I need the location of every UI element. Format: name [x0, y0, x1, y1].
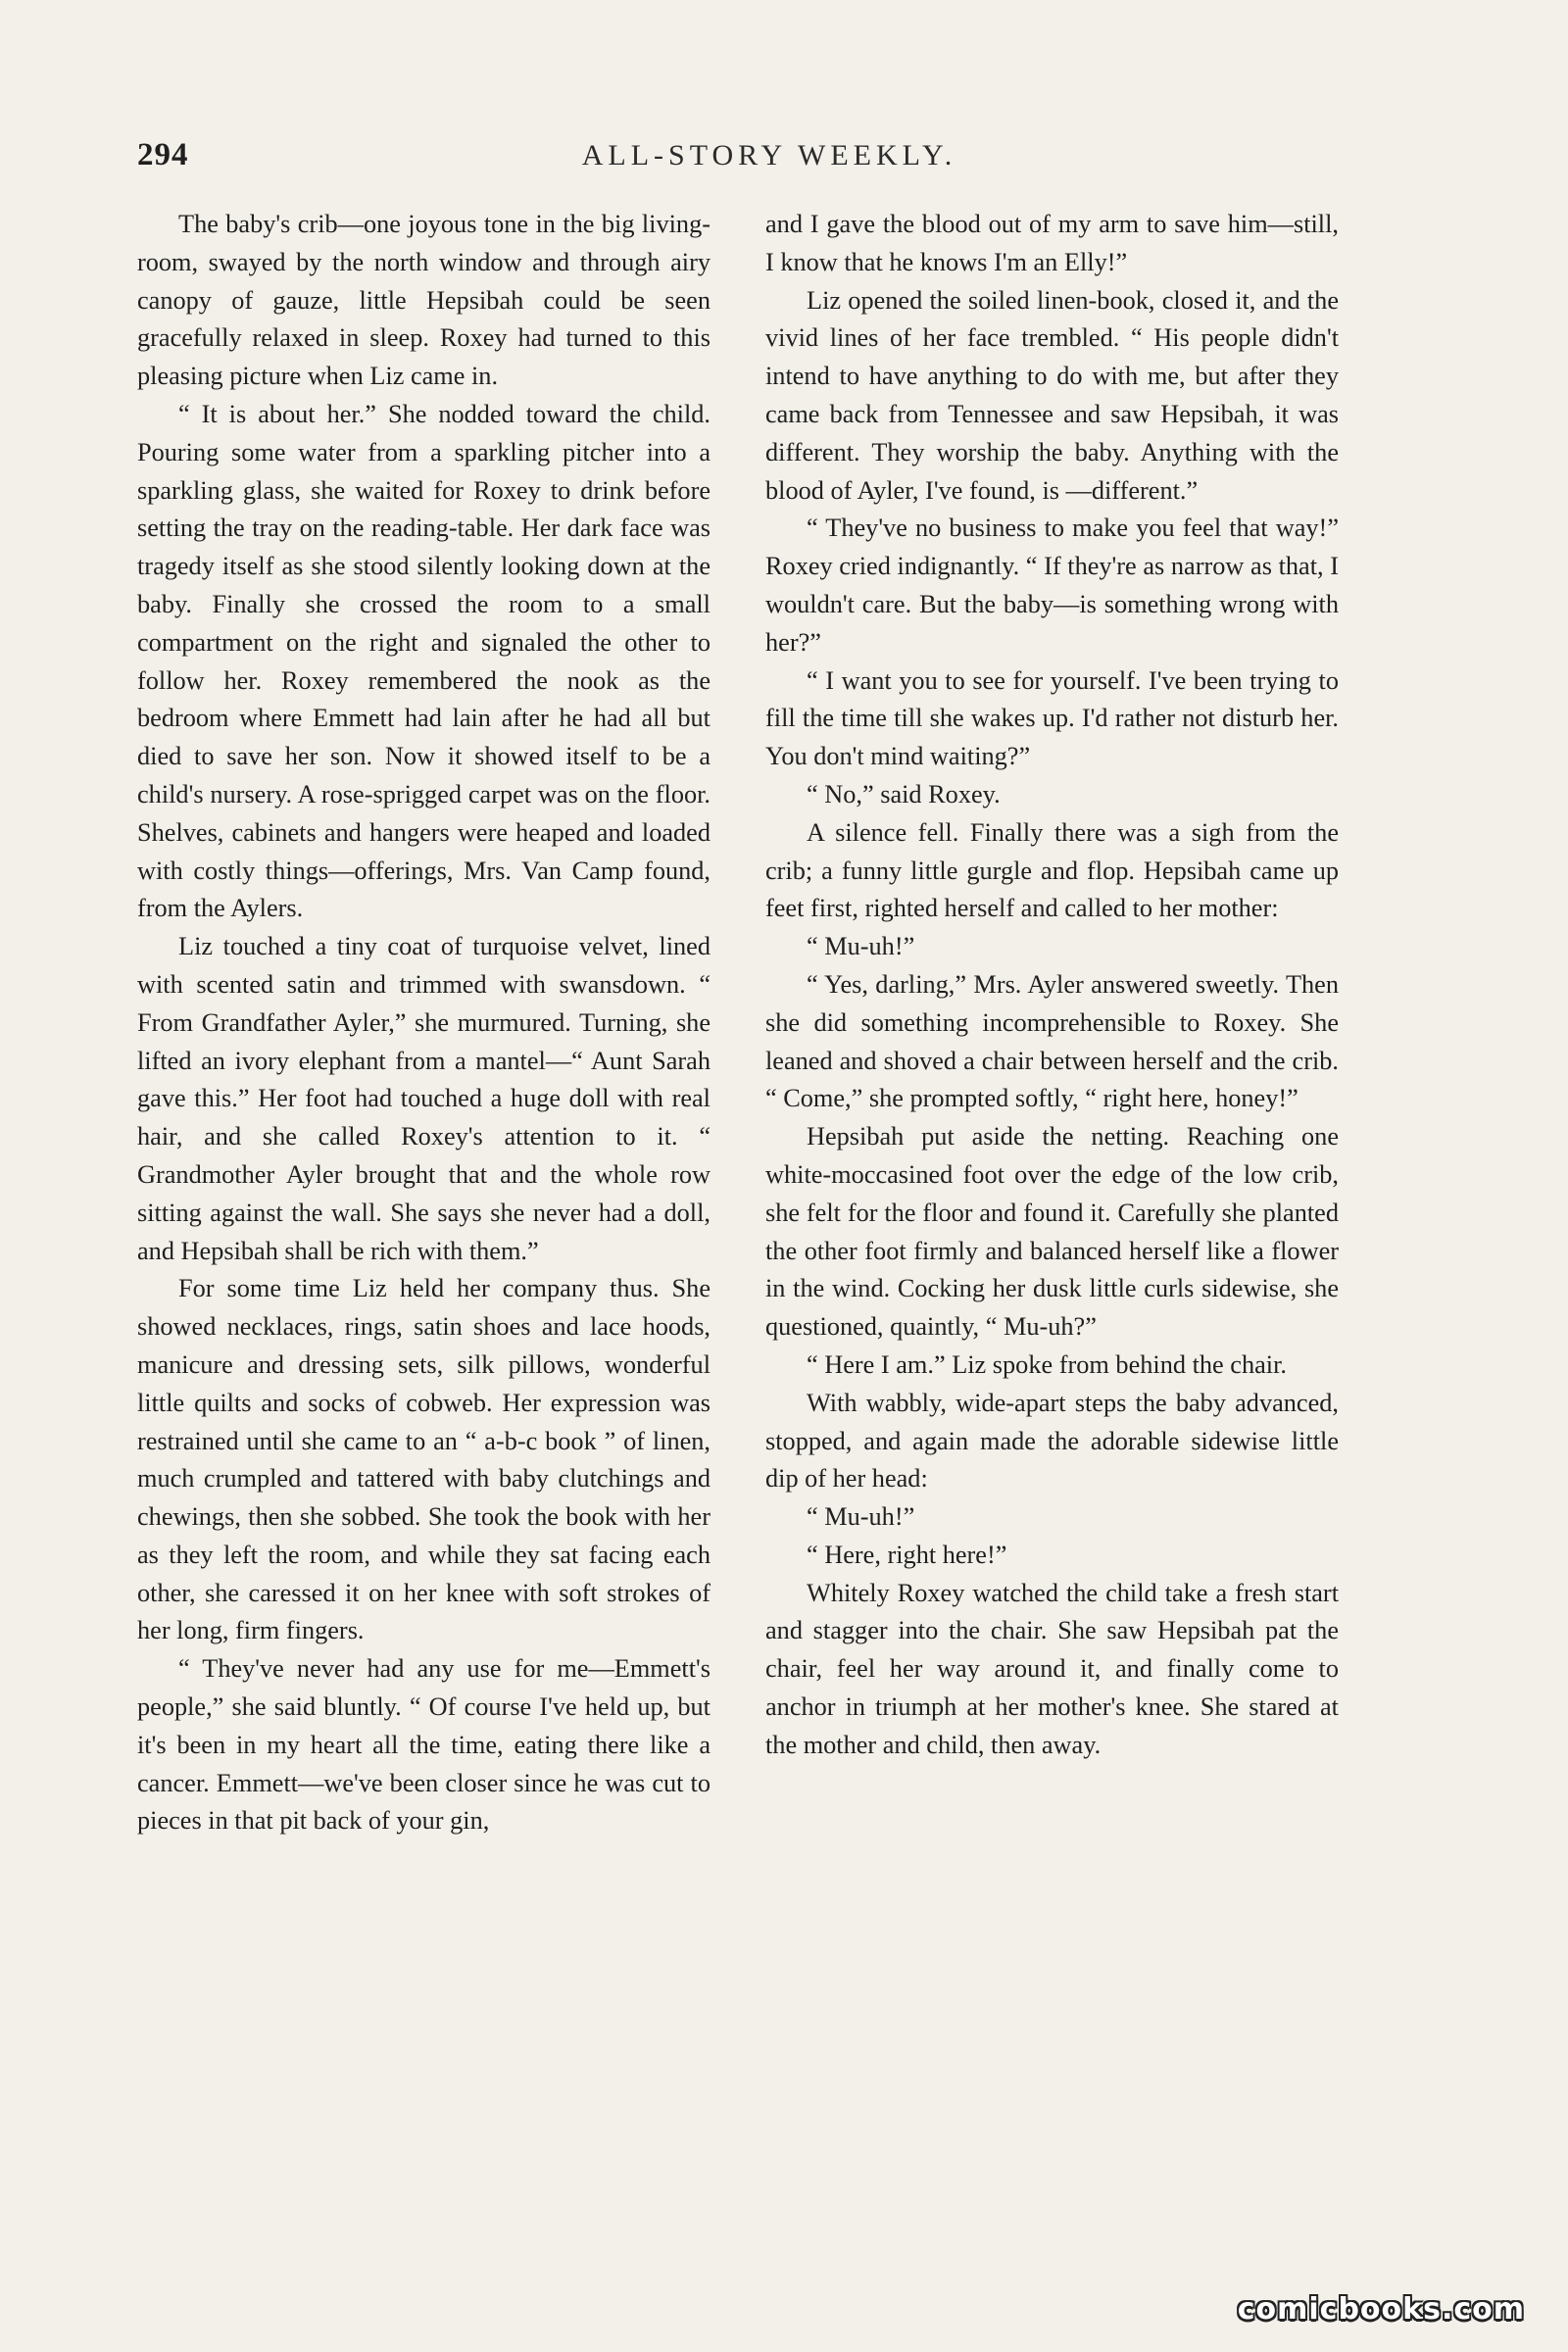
running-head: ALL-STORY WEEKLY.: [581, 139, 957, 172]
page-header: [137, 137, 1401, 184]
paragraph: Whitely Roxey watched the child take a fresh start and stagger into the chair. She saw Hepsibah pat the chair, feel her way around it, and finally come to anchor in triumph at her mother's knee. She stared at the mother and child, then away.: [765, 1578, 1339, 1759]
paragraph: “ They've no business to make you feel that way!” Roxey cried indignantly. “ If they're as narrow as that, I wouldn't care. But the baby—is something wrong with her?”: [765, 514, 1339, 657]
paragraph: Hepsibah put aside the netting. Reaching one white-moccasined foot over the edge of the low crib, she felt for the floor and found it. Carefully she planted the other foot firmly and balanced herself like a flower in the wind. Cocking her dusk little curls sidewise, she questioned, quaintly, “ Mu-uh?”: [765, 1122, 1339, 1342]
paragraph: “ Yes, darling,” Mrs. Ayler answered sweetly. Then she did something incomprehensible to Roxey. She leaned and shoved a chair between herself and the crib. “ Come,” she prompted softly, “ right here, honey!”: [765, 969, 1339, 1113]
paragraph: Liz opened the soiled linen-book, closed it, and the vivid lines of her face trembled. “ His people didn't intend to have anything to do with me, but after they came back from Tennessee and saw Hepsibah, it was different. They worship the baby. Anything with the blood of Ayler, I've found, is —different.”: [765, 285, 1339, 505]
paragraph: With wabbly, wide-apart steps the baby advanced, stopped, and again made the adorable sidewise little dip of her head:: [765, 1388, 1339, 1494]
paragraph: “ Here I am.” Liz spoke from behind the chair.: [807, 1349, 1287, 1379]
paragraph: “ It is about her.” She nodded toward the child. Pouring some water from a sparkling pitcher into a sparkling glass, she waited for Roxey to drink before setting the tray on the reading-table. Her dark face was tragedy itself as she stood silently looking down at the baby. Finally she crossed the room to a small compartment on the right and signaled the other to follow her. Roxey remembered the nook as the bedroom where Emmett had lain after he had all but died to save her son. Now it showed itself to be a child's nursery. A rose-sprigged carpet was on the floor. Shelves, cabinets and hangers were heaped and loaded with costly things—offerings, Mrs. Van Camp found, from the Aylers.: [137, 399, 710, 923]
paragraph: “ They've never had any use for me—Emmett's people,” she said bluntly. “ Of course I've held up, but it's been in my heart all the time, eating there like a cancer. Emmett—we've been closer since he was cut to pieces in that pit back of your gin,: [137, 1654, 710, 1836]
paragraph: “ Mu-uh!”: [807, 1502, 915, 1532]
paragraph: Liz touched a tiny coat of turquoise velvet, lined with scented satin and trimmed with swansdown. “ From Grandfather Ayler,” she murmured. Turning, she lifted an ivory elephant from a mantel—“ Aunt Sarah gave this.” Her foot had touched a huge doll with real hair, and she called Roxey's attention to it. “ Grandmother Ayler brought that and the whole row sitting against the wall. She says she never had a doll, and Hepsibah shall be rich with them.”: [137, 932, 710, 1265]
paragraph: The baby's crib—one joyous tone in the big living-room, swayed by the north window and through airy canopy of gauze, little Hepsibah could be seen gracefully relaxed in sleep. Roxey had turned to this pleasing picture when Liz came in.: [137, 210, 710, 391]
paragraph: “ Here, right here!”: [807, 1540, 1007, 1569]
paragraph: A silence fell. Finally there was a sigh from the crib; a funny little gurgle and flop. Hepsibah came up feet first, righted herself and called to her mother:: [765, 817, 1339, 923]
paragraph-continued: and I gave the blood out of my arm to save him—still, I know that he knows I'm an Elly!”: [765, 210, 1339, 276]
paragraph: For some time Liz held her company thus. She showed necklaces, rings, satin shoes and lace hoods, manicure and dressing sets, silk pillows, wonderful little quilts and socks of cobweb. Her expression was restrained until she came to an “ a-b-c book ” of linen, much crumpled and tattered with baby clutchings and chewings, then she sobbed. She took the book with her as they left the room, and while they sat facing each other, she caressed it on her knee with soft strokes of her long, firm fingers.: [137, 1274, 710, 1645]
left-column: [137, 206, 710, 1840]
watermark: comicbooks.com: [1237, 2292, 1525, 2327]
paragraph: “ No,” said Roxey.: [807, 779, 1001, 808]
right-column: [765, 206, 1339, 1765]
page-number: 294: [137, 137, 189, 172]
paragraph: “ Mu-uh!”: [807, 932, 915, 961]
paragraph: “ I want you to see for yourself. I've been trying to fill the time till she wakes up. I'd rather not disturb her. You don't mind waiting?”: [765, 665, 1339, 771]
